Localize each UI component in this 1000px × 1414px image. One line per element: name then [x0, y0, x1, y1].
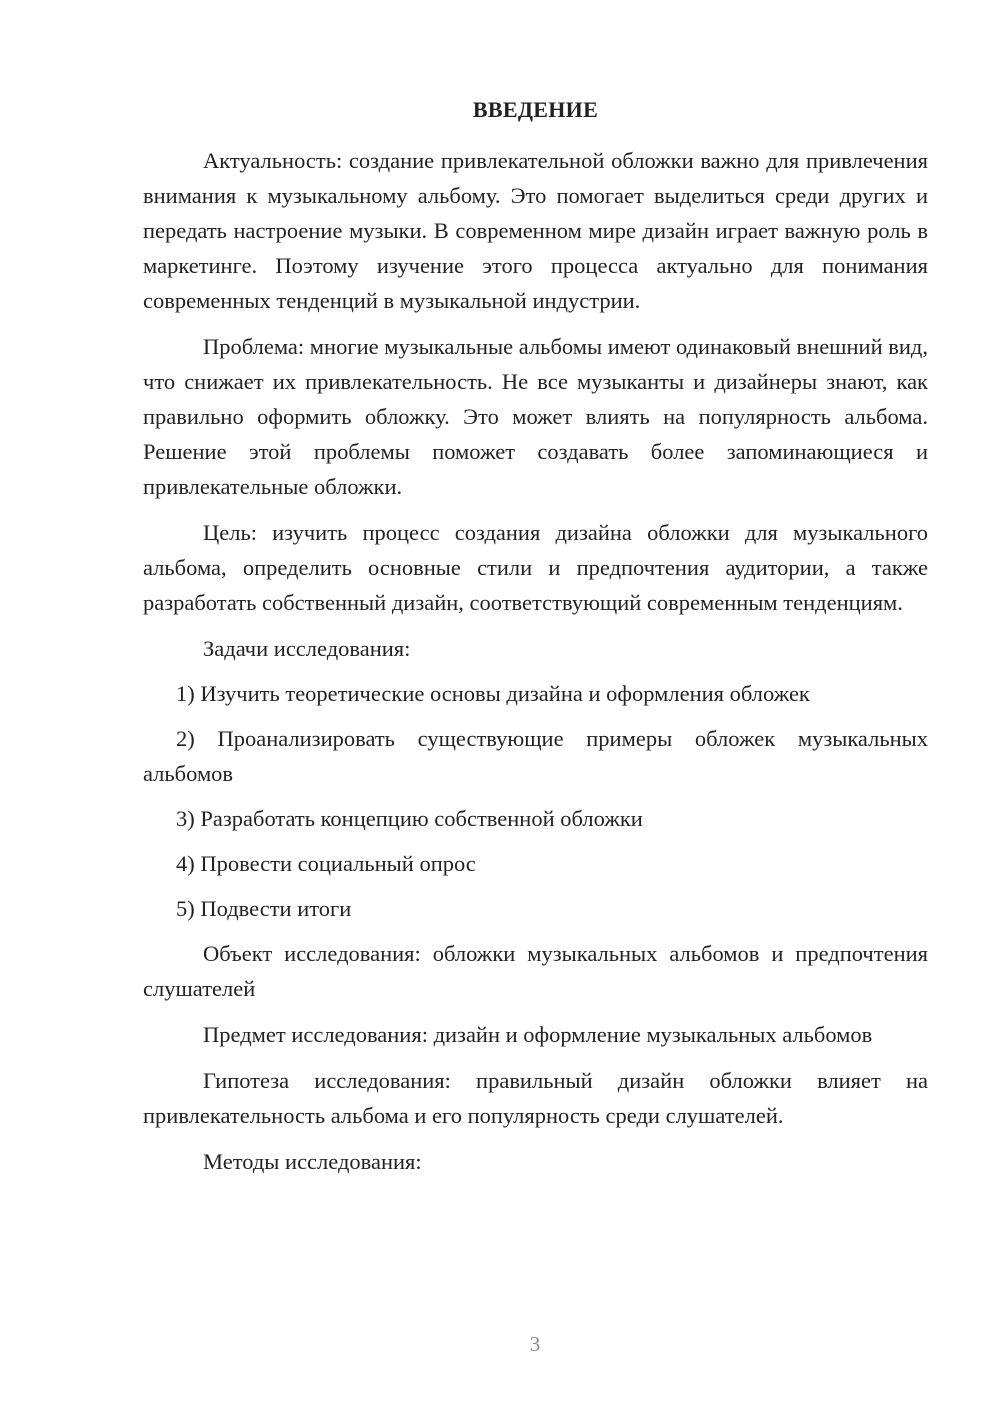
- task-item: 2) Проанализировать существующие примеры обложек музыкальных альбомов: [143, 726, 928, 786]
- paragraph-object: Объект исследования: обложки музыкальных альбомов и предпочтения слушателей: [143, 941, 928, 1001]
- tasks-heading: Задачи исследования:: [203, 636, 411, 661]
- paragraph-subject: Предмет исследования: дизайн и оформление музыкальных альбомов: [203, 1022, 873, 1047]
- methods-heading: Методы исследования:: [203, 1149, 422, 1174]
- task-item: 5) Подвести итоги: [176, 896, 352, 921]
- paragraph-relevance: Актуальность: создание привлекательной обложки важно для привлечения внимания к музыкальному альбому. Это помогает выделиться среди других и передать настроение музыки. В современном мире дизайн играет важную роль в маркетинге. Поэтому изучение этого процесса актуально для понимания современных тенденций в музыкальной индустрии.: [143, 148, 928, 313]
- page-number: 3: [529, 1332, 541, 1356]
- page-content: [143, 95, 928, 1190]
- paragraph-hypothesis: Гипотеза исследования: правильный дизайн обложки влияет на привлекательность альбома и его популярность среди слушателей.: [143, 1068, 928, 1128]
- paragraph-goal: Цель: изучить процесс создания дизайна обложки для музыкального альбома, определить основные стили и предпочтения аудитории, а также разработать собственный дизайн, соответствующий современным тенденциям.: [143, 520, 928, 615]
- task-item: 4) Провести социальный опрос: [176, 851, 476, 876]
- section-title: ВВЕДЕНИЕ: [472, 97, 599, 122]
- task-item: 3) Разработать концепцию собственной обложки: [176, 806, 643, 831]
- paragraph-problem: Проблема: многие музыкальные альбомы имеют одинаковый внешний вид, что снижает их привлекательность. Не все музыканты и дизайнеры знают, как правильно оформить обложку. Это может влиять на популярность альбома. Решение этой проблемы поможет создавать более запоминающиеся и привлекательные обложки.: [143, 334, 928, 499]
- task-item: 1) Изучить теоретические основы дизайна и оформления обложек: [176, 681, 810, 706]
